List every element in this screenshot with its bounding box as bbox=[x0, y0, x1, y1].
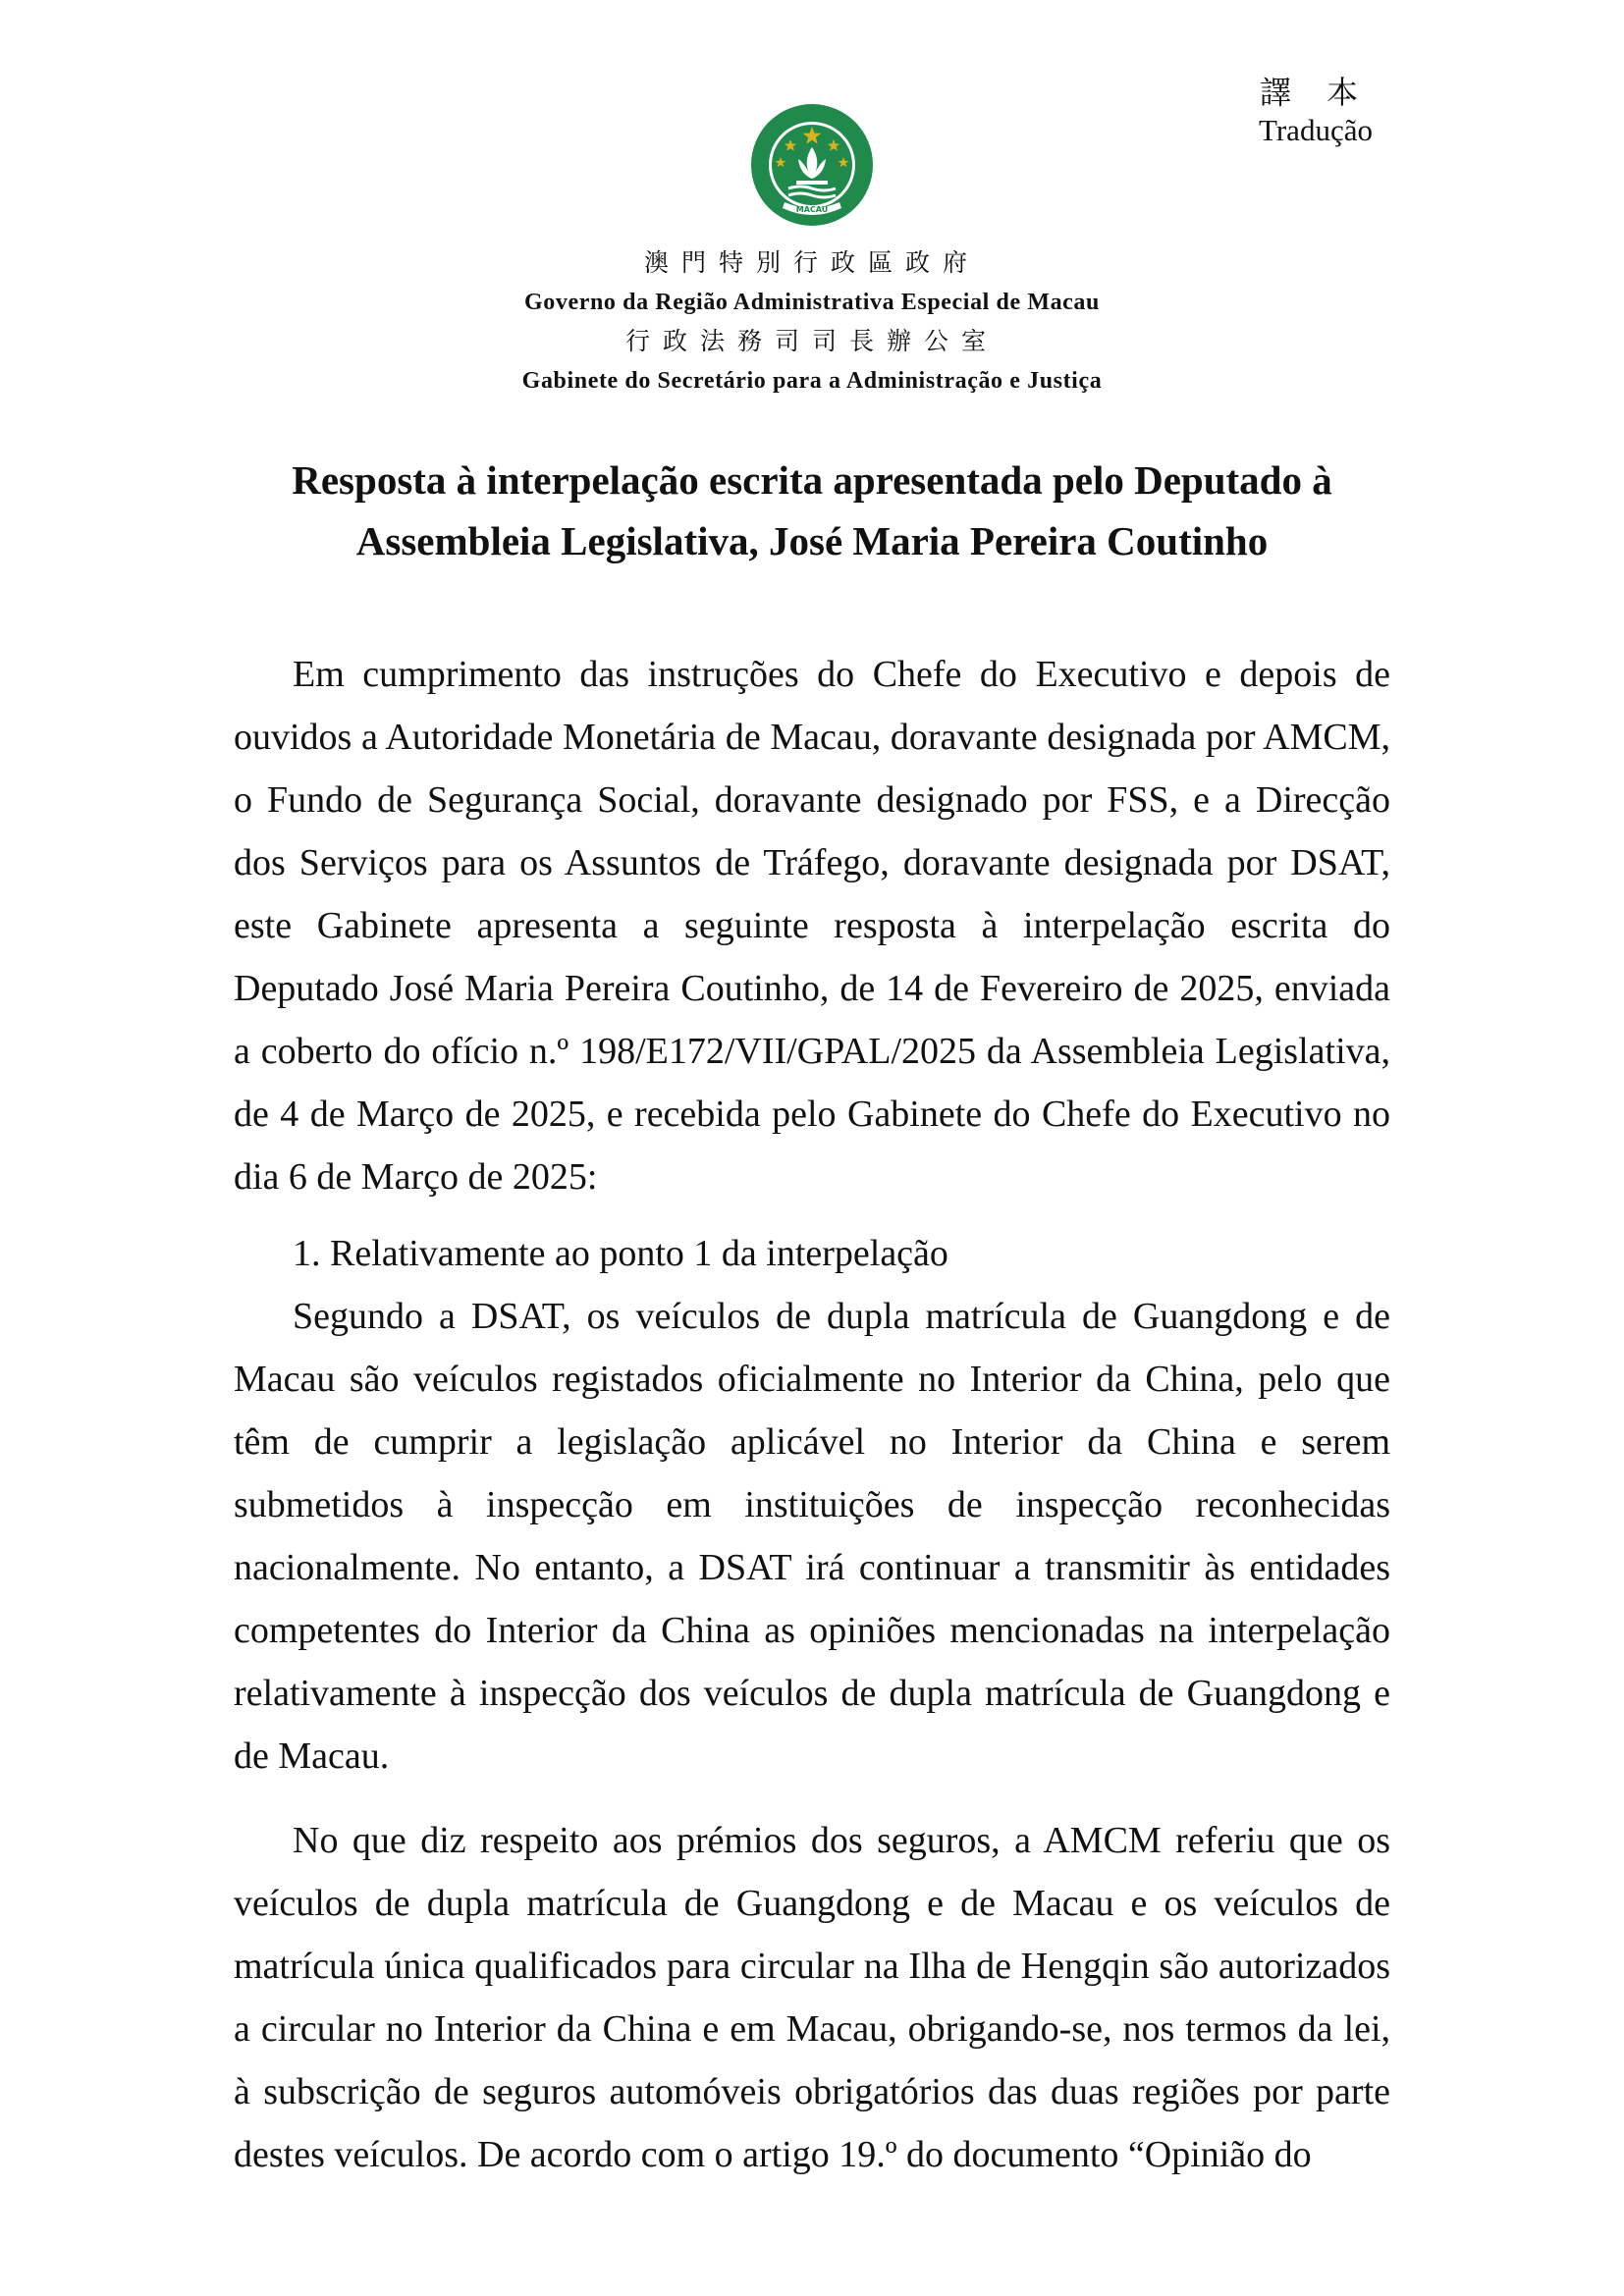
document-title-line-1: Resposta à interpelação escrita apresentada pelo Deputado à bbox=[292, 457, 1332, 503]
document-title-line-2: Assembleia Legislativa, José Maria Pereira Coutinho bbox=[355, 518, 1269, 563]
translation-label-pt: Tradução bbox=[1259, 113, 1373, 147]
document-body bbox=[234, 643, 1390, 2186]
section-heading-point-1: 1. Relativamente ao ponto 1 da interpelação bbox=[293, 1233, 948, 1274]
government-name-pt: Governo da Região Administrativa Especial de Macau bbox=[524, 290, 1100, 315]
paragraph-dsat-inspection: Segundo a DSAT, os veículos de dupla matrícula de Guangdong e de Macau são veículos registados oficialmente no Interior da China, pelo que têm de cumprir a legislação aplicável no Interior da China e serem submetidos à inspecção em instituições de inspecção reconhecidas nacionalmente. No entanto, a DSAT irá continuar a transmitir às entidades competentes do Interior da China as opiniões mencionadas na interpelação relativamente à inspecção dos veículos de dupla matrícula de Guangdong e de Macau. bbox=[234, 1296, 1390, 1777]
letterhead bbox=[0, 102, 1624, 397]
translation-label-zh: 譯 本 bbox=[1259, 75, 1372, 110]
document-title bbox=[157, 450, 1467, 571]
office-name-zh: 行政法務司司長辦公室 bbox=[624, 329, 999, 355]
emblem-banner-text: MACAU bbox=[795, 205, 829, 214]
paragraph-intro: Em cumprimento das instruções do Chefe do Executivo e depois de ouvidos a Autoridade Monetária de Macau, doravante designada por AMCM, o Fundo de Segurança Social, doravante designado por FSS, e a Direcção dos Serviços para os Assuntos de Tráfego, doravante designada por DSAT, este Gabinete apresenta a seguinte resposta à interpelação escrita do Deputado José Maria Pereira Coutinho, de 14 de Fevereiro de 2025, enviada a coberto do ofício n.º 198/E172/VII/GPAL/2025 da Assembleia Legislativa, de 4 de Março de 2025, e recebida pelo Gabinete do Chefe do Executivo no dia 6 de Março de 2025: bbox=[234, 654, 1390, 1198]
paragraph-insurance: No que diz respeito aos prémios dos seguros, a AMCM referiu que os veículos de dupla matrícula de Guangdong e de Macau e os veículos de matrícula única qualificados para circular na Ilha de Hengqin são autorizados a circular no Interior da China e em Macau, obrigando-se, nos termos da lei, à subscrição de seguros automóveis obrigatórios das duas regiões por parte destes veículos. De acordo com o artigo 19.º do documento “Opinião do bbox=[234, 1820, 1390, 2175]
macau-emblem-icon bbox=[749, 102, 875, 228]
office-name-pt: Gabinete do Secretário para a Administração e Justiça bbox=[521, 368, 1103, 394]
government-name-zh: 澳門特別行政區政府 bbox=[643, 250, 980, 277]
